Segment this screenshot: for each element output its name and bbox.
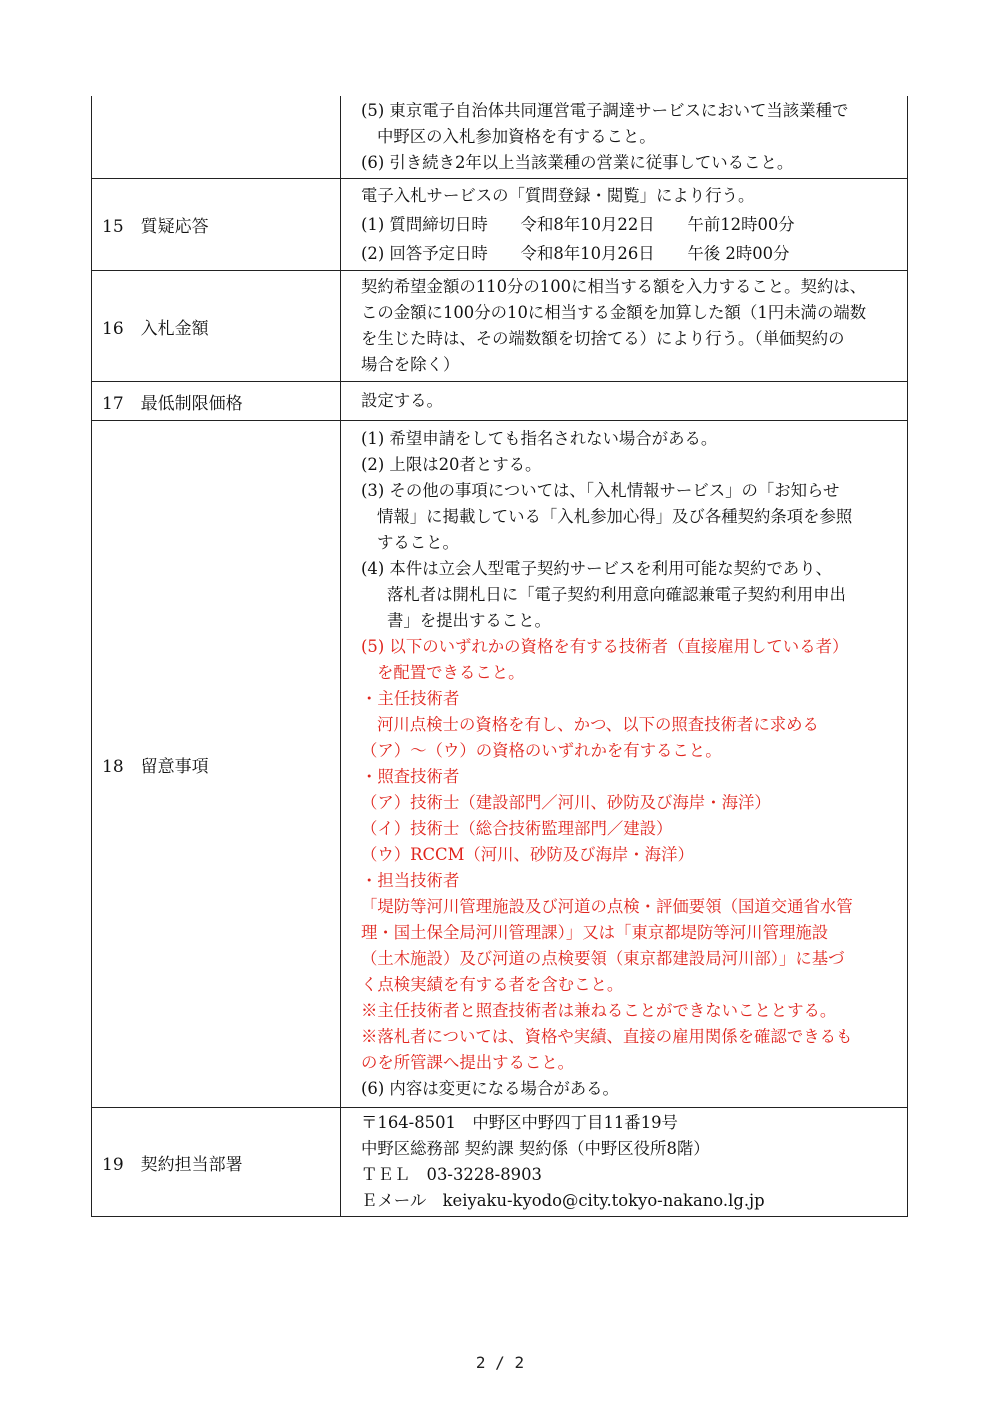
- row15-line-2: (1) 質問締切日時 令和8年10月22日 午前12時00分: [361, 215, 795, 234]
- row16-line-2: この金額に100分の10に相当する金額を加算した額（1円未満の端数: [361, 303, 867, 322]
- row-17-content: 設定する。: [341, 382, 908, 421]
- row-17-label: 17 最低制限価格: [92, 382, 341, 421]
- row-15-content: [341, 179, 908, 271]
- row18-line-15: （ア）技術士（建設部門／河川、砂防及び海岸・海洋）: [361, 793, 771, 812]
- row18-line-21: （土木施設）及び河道の点検要領（東京都建設局河川部）」に基づ: [361, 949, 845, 968]
- row-14-content: [341, 96, 908, 179]
- row18-line-24: ※落札者については、資格や実績、直接の雇用関係を確認できるも: [361, 1027, 853, 1046]
- row16-line-3: を生じた時は、その端数額を切捨てる）により行う。（単価契約の: [361, 329, 845, 348]
- row18-line-20: 理・国土保全局河川管理課）」又は「東京都堤防等河川管理施設: [361, 923, 829, 942]
- row-18-content: [341, 421, 908, 1108]
- row18-line-5: すること。: [377, 533, 459, 552]
- row18-line-16: （イ）技術士（総合技術監理部門／建設）: [361, 819, 673, 838]
- row18-line-14: ・照査技術者: [361, 767, 460, 786]
- row18-line-4: 情報」に掲載している「入札参加心得」及び各種契約条項を参照: [377, 507, 853, 526]
- row18-line-3: (3) その他の事項については、「入札情報サービス」の「お知らせ: [361, 481, 840, 500]
- row18-line-1: (1) 希望申請をしても指名されない場合がある。: [361, 429, 718, 448]
- row18-line-2: (2) 上限は20者とする。: [361, 455, 542, 474]
- row18-line-25: のを所管課へ提出すること。: [361, 1053, 575, 1072]
- row18-line-17: （ウ）RCCM（河川、砂防及び海岸・海洋）: [361, 845, 694, 864]
- table-row-18: [92, 421, 908, 1108]
- row18-line-8: 書」を提出すること。: [387, 611, 551, 630]
- row18-line-12: 河川点検士の資格を有し、かつ、以下の照査技術者に求める: [377, 715, 819, 734]
- row14-line-3: (6) 引き続き2年以上当該業種の営業に従事していること。: [361, 153, 794, 172]
- row-16-label: 16 入札金額: [92, 271, 341, 382]
- row15-line-1: 電子入札サービスの「質問登録・閲覧」により行う。: [361, 186, 755, 205]
- row-16-content: [341, 271, 908, 382]
- row19-email: Ｅメール keiyaku-kyodo@city.tokyo-nakano.lg.jp: [361, 1191, 765, 1210]
- row16-line-4: 場合を除く）: [361, 355, 460, 374]
- row18-line-13: （ア）～（ウ）の資格のいずれかを有すること。: [361, 741, 722, 760]
- row-18-label: 18 留意事項: [92, 421, 341, 1108]
- row19-phone: ＴＥＬ 03-3228-8903: [361, 1165, 542, 1184]
- table-row-16: [92, 271, 908, 382]
- row-15-label: 15 質疑応答: [92, 179, 341, 271]
- row18-line-11: ・主任技術者: [361, 689, 460, 708]
- row19-department: 中野区総務部 契約課 契約係（中野区役所8階）: [361, 1139, 710, 1158]
- row18-line-18: ・担当技術者: [361, 871, 460, 890]
- row19-address: 〒164-8501 中野区中野四丁目11番19号: [361, 1113, 678, 1132]
- row18-line-19: 「堤防等河川管理施設及び河道の点検・評価要領（国道交通省水管: [361, 897, 853, 916]
- table-row-17: [92, 382, 908, 421]
- row-19-label: 19 契約担当部署: [92, 1108, 341, 1217]
- row18-line-23: ※主任技術者と照査技術者は兼ねることができないこととする。: [361, 1001, 837, 1020]
- row18-line-6: (4) 本件は立会人型電子契約サービスを利用可能な契約であり、: [361, 559, 832, 578]
- row-19-content: [341, 1108, 908, 1217]
- page-number: 2 / 2: [475, 1353, 525, 1372]
- row18-line-10: を配置できること。: [377, 663, 525, 682]
- row18-line-22: く点検実績を有する者を含むこと。: [361, 975, 624, 994]
- row14-line-1: (5) 東京電子自治体共同運営電子調達サービスにおいて当該業種で: [361, 101, 849, 120]
- row-label-empty: [92, 96, 341, 179]
- row16-line-1: 契約希望金額の110分の100に相当する額を入力すること。契約は、: [361, 277, 867, 296]
- table-row-19: [92, 1108, 908, 1217]
- row18-line-26: (6) 内容は変更になる場合がある。: [361, 1079, 619, 1098]
- row14-line-2: 中野区の入札参加資格を有すること。: [377, 127, 656, 146]
- row18-line-7: 落札者は開札日に「電子契約利用意向確認兼電子契約利用申出: [387, 585, 846, 604]
- table-row-14-cont: [92, 96, 908, 179]
- row15-line-3: (2) 回答予定日時 令和8年10月26日 午後 2時00分: [361, 244, 790, 263]
- table-row-15: [92, 179, 908, 271]
- tender-notice-table: [91, 96, 908, 1217]
- row18-line-9: (5) 以下のいずれかの資格を有する技術者（直接雇用している者）: [361, 637, 849, 656]
